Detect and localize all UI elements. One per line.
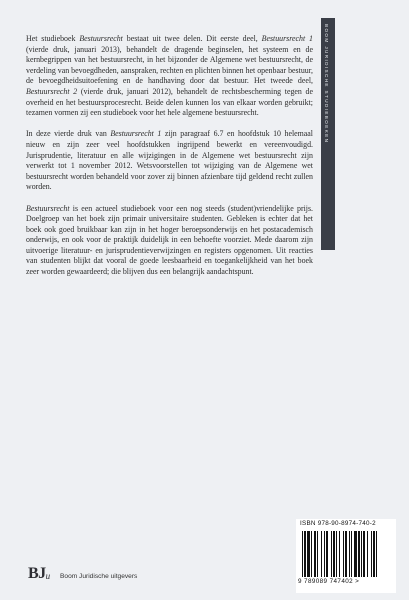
barcode-bar <box>302 531 303 577</box>
barcode-bar <box>311 531 312 577</box>
text-run: bestaat uit twee delen. Dit eerste deel, <box>122 34 262 43</box>
barcode-bar <box>371 531 372 577</box>
italic-run: Bestuursrecht <box>79 34 123 43</box>
text-run: is een actueel studieboek voor een nog steeds (student)vriendelijke prijs. Doelgroep van het boek zijn primair universitaire studenten. Gebleken is echter dat het boek ook goed bruikbaar kan zijn in het hoger beroepsonderwijs en het postacademisch onderwijs, en ook voor de praktijk duidelijk in een behoefte voorziet. Mede daarom zijn uitvoerige literatuur- en jurisprudentieverwijzingen en registers opgenomen. Uit reacties van studenten blijkt dat vooral de goede leesbaarheid en toegankelijkheid van het boek zeer worden gewaardeerd; die blijven dus een belangrijk aandachtspunt. <box>26 203 313 277</box>
barcode-bar <box>354 531 357 577</box>
barcode-bar <box>363 531 365 577</box>
series-label <box>321 18 335 250</box>
barcode-bar <box>304 531 306 577</box>
isbn-label: ISBN 978-90-8974-740-2 <box>300 520 376 527</box>
blurb-paragraph-2 <box>26 129 313 193</box>
italic-run: Bestuursrecht 1 <box>261 34 313 43</box>
barcode-bar <box>326 531 328 577</box>
barcode-bar <box>336 531 337 577</box>
barcode <box>302 531 394 577</box>
publisher-logo-main: BJ <box>28 565 46 582</box>
text-run: (vierde druk, januari 2013), behandelt de dragende beginselen, het systeem en de kernbegrippen van het bestuursrecht, in het bijzonder de Algemene wet bestuursrecht, de verdeling van bevoegdheden, aanspraken, rechten en plichten binnen het openbaar bestuur, de bevoegdheidsuitoefening en de handhaving door dat bestuur. Het tweede deel, <box>26 44 313 86</box>
italic-run: Bestuursrecht 1 <box>110 129 162 139</box>
blurb <box>26 34 313 288</box>
barcode-bar <box>333 531 335 577</box>
series-label-text: BOOM JURIDISCHE STUDIEBOEKEN <box>324 24 329 144</box>
barcode-bar <box>317 531 318 577</box>
text-run: In deze vierde druk van <box>26 129 111 139</box>
publisher-name: Boom Juridische uitgevers <box>60 573 138 580</box>
italic-run: Bestuursrecht 2 <box>26 86 78 96</box>
barcode-bar <box>373 531 375 577</box>
barcode-bar <box>351 531 352 577</box>
blurb-paragraph-1 <box>26 34 313 119</box>
barcode-digits: 9 789089 747402 > <box>298 578 360 585</box>
text-run: Het studieboek <box>26 34 80 43</box>
barcode-bar <box>331 531 332 577</box>
barcode-bar <box>307 531 310 577</box>
italic-run: Bestuursrecht <box>26 203 70 213</box>
barcode-bar <box>361 531 362 577</box>
barcode-bar <box>376 531 377 577</box>
barcode-bar <box>339 531 340 577</box>
publisher-logo-sub: u <box>45 571 50 581</box>
blurb-paragraph-3 <box>26 204 313 278</box>
barcode-bar <box>343 531 344 577</box>
barcode-bar <box>314 531 316 577</box>
barcode-bar <box>367 531 368 577</box>
barcode-bar <box>345 531 347 577</box>
barcode-bar <box>358 531 360 577</box>
barcode-bar <box>349 531 350 577</box>
publisher-logo <box>28 565 50 583</box>
text-run: (vierde druk, januari 2012), behandelt de rechtsbescherming tegen de overheid en het bestuursprocesrecht. Beide delen kunnen los van elkaar worden gebruikt; tezamen vormen zij een studieboek voor het hele algemene bestuursrecht. <box>26 86 313 118</box>
barcode-bar <box>321 531 322 577</box>
barcode-bar <box>324 531 325 577</box>
text-run: zijn paragraaf 6.7 en hoofdstuk 10 helemaal nieuw en zijn zeer veel hoofdstukken ingrijpend bewerkt en vereenvoudigd. Jurisprudentie, literatuur en alle wijzigingen in de Algemene wet bestuursrecht zijn verwerkt tot 1 november 2012. Wetsvoorstellen tot wijziging van de Algemene wet bestuursrecht worden behandeld voor zover zij binnen afzienbare tijd geldend recht zullen worden. <box>26 129 313 192</box>
